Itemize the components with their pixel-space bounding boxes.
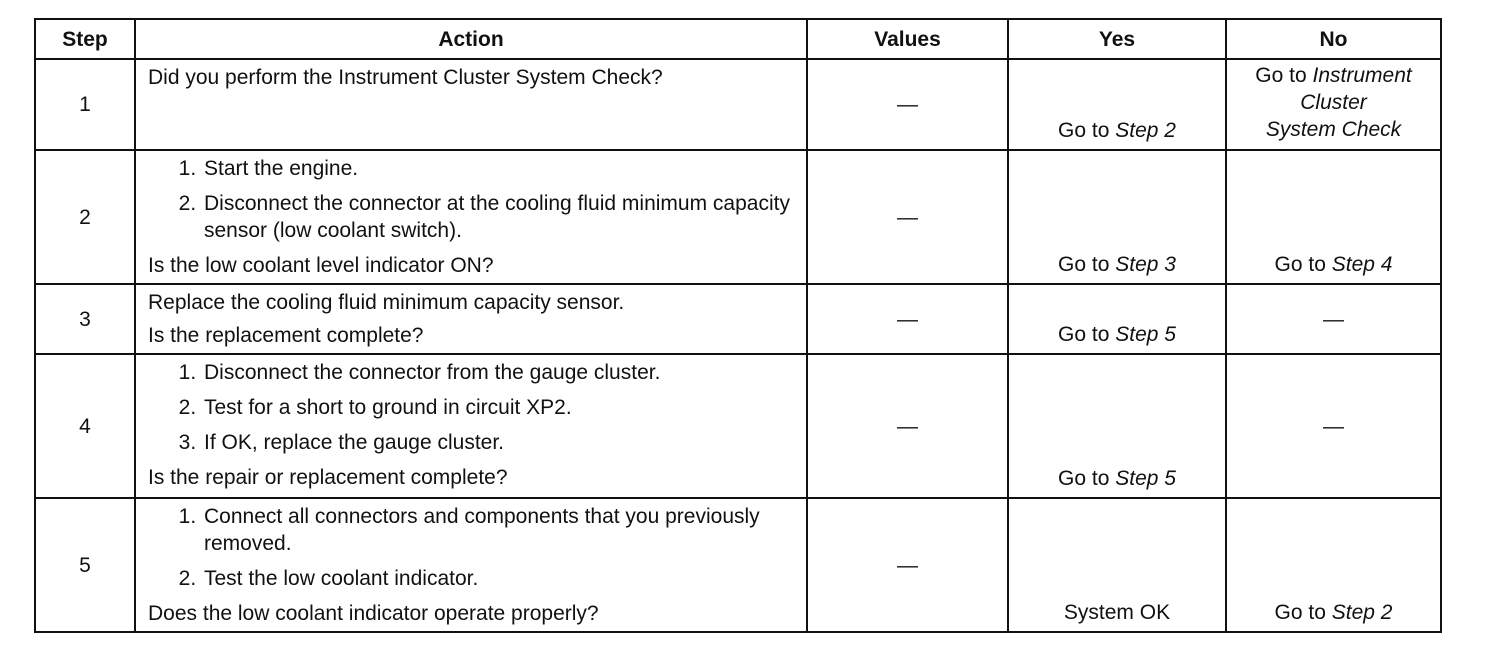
values-cell: — (807, 284, 1008, 354)
substep-item: 2. Disconnect the connector at the cooling fluid minimum capacity sensor (low coolant switch). (202, 190, 796, 244)
yes-step-link[interactable]: Step 5 (1115, 467, 1176, 490)
values-cell: — (807, 498, 1008, 632)
no-prefix: Go to (1274, 601, 1326, 624)
action-question: Is the repair or replacement complete? (148, 466, 508, 489)
table-row (35, 284, 1441, 354)
substep-item: 3. If OK, replace the gauge cluster. (202, 429, 796, 456)
values-cell: — (807, 354, 1008, 498)
action-text: Replace the cooling fluid minimum capacity sensor. (148, 291, 625, 314)
step-number: 3 (35, 284, 135, 354)
yes-cell: System OK (1008, 498, 1226, 632)
action-question: Is the replacement complete? (148, 324, 424, 347)
values-cell: — (807, 59, 1008, 150)
no-ref-line3[interactable]: System Check (1265, 118, 1402, 141)
yes-cell (1008, 284, 1226, 354)
table-row (35, 354, 1441, 498)
yes-step-link[interactable]: Step 5 (1115, 323, 1176, 346)
yes-step-link[interactable]: Step 2 (1115, 119, 1176, 142)
no-cell (1226, 498, 1441, 632)
no-prefix: Go to (1255, 64, 1307, 87)
table-row (35, 150, 1441, 284)
header-yes: Yes (1008, 19, 1226, 59)
no-cell (1226, 59, 1441, 150)
substep-item: 1. Start the engine. (202, 155, 796, 182)
diagnostic-table (34, 18, 1442, 633)
action-cell (135, 59, 807, 150)
step-number: 5 (35, 498, 135, 632)
substep-list (148, 155, 796, 244)
no-cell: — (1226, 354, 1441, 498)
step-number: 1 (35, 59, 135, 150)
action-cell (135, 498, 807, 632)
yes-prefix: Go to (1058, 323, 1110, 346)
step-number: 4 (35, 354, 135, 498)
yes-step-link[interactable]: Step 3 (1115, 253, 1176, 276)
values-cell: — (807, 150, 1008, 284)
no-ref-line2[interactable]: Cluster (1300, 91, 1367, 114)
action-cell (135, 150, 807, 284)
yes-cell (1008, 150, 1226, 284)
header-step: Step (35, 19, 135, 59)
no-step-link[interactable]: Step 4 (1331, 253, 1393, 276)
no-ref-line1[interactable]: Instrument (1312, 64, 1412, 87)
substep-item: 1. Disconnect the connector from the gauge cluster. (202, 359, 796, 386)
table-row (35, 59, 1441, 150)
yes-cell (1008, 354, 1226, 498)
action-question: Does the low coolant indicator operate properly? (148, 602, 599, 625)
no-cell: — (1226, 284, 1441, 354)
table-row (35, 498, 1441, 632)
substep-list (148, 503, 796, 592)
header-action: Action (135, 19, 807, 59)
step-number: 2 (35, 150, 135, 284)
action-cell (135, 284, 807, 354)
action-question: Is the low coolant level indicator ON? (148, 254, 494, 277)
yes-prefix: Go to (1058, 253, 1110, 276)
action-cell (135, 354, 807, 498)
yes-cell (1008, 59, 1226, 150)
no-prefix: Go to (1274, 253, 1326, 276)
header-row (35, 19, 1441, 59)
no-step-link[interactable]: Step 2 (1331, 601, 1393, 624)
yes-prefix: Go to (1058, 119, 1110, 142)
header-values: Values (807, 19, 1008, 59)
substep-item: 2. Test the low coolant indicator. (202, 565, 796, 592)
header-no: No (1226, 19, 1441, 59)
substep-item: 1. Connect all connectors and components that you previously removed. (202, 503, 796, 557)
action-text: Did you perform the Instrument Cluster System Check? (148, 66, 663, 89)
substep-list (148, 359, 796, 456)
no-cell (1226, 150, 1441, 284)
substep-item: 2. Test for a short to ground in circuit XP2. (202, 394, 796, 421)
yes-prefix: Go to (1058, 467, 1110, 490)
